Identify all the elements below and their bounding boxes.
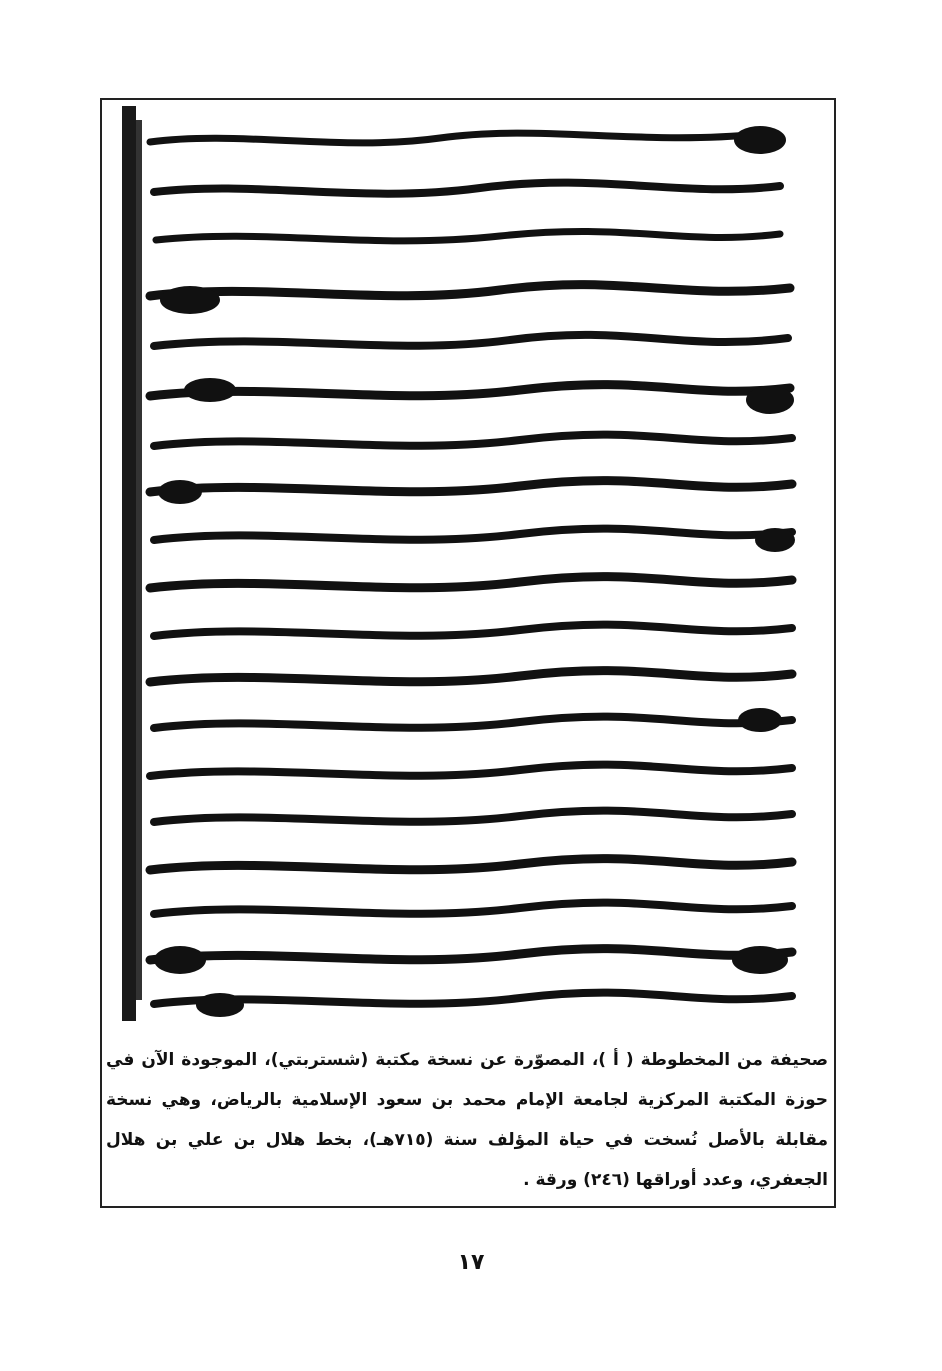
page-number: ١٧ <box>457 1250 485 1275</box>
manuscript-page-image-icon <box>120 100 814 1030</box>
manuscript-image <box>120 100 814 1030</box>
manuscript-caption: صحيفة من المخطوطة ( أ )، المصوّرة عن نسخة مكتبة (شستربتي)، الموجودة الآن في حوزة المكتبة المركزية لجامعة الإمام محمد بن سعود الإسلامية بالرياض، وهي نسخة مقابلة بالأصل نُسخت في حياة المؤلف سنة (٧١٥هـ)، بخط هلال بن علي بن هلال الجعفري، وعدد أوراقها (٢٤٦) ورقة . <box>106 1050 829 1190</box>
